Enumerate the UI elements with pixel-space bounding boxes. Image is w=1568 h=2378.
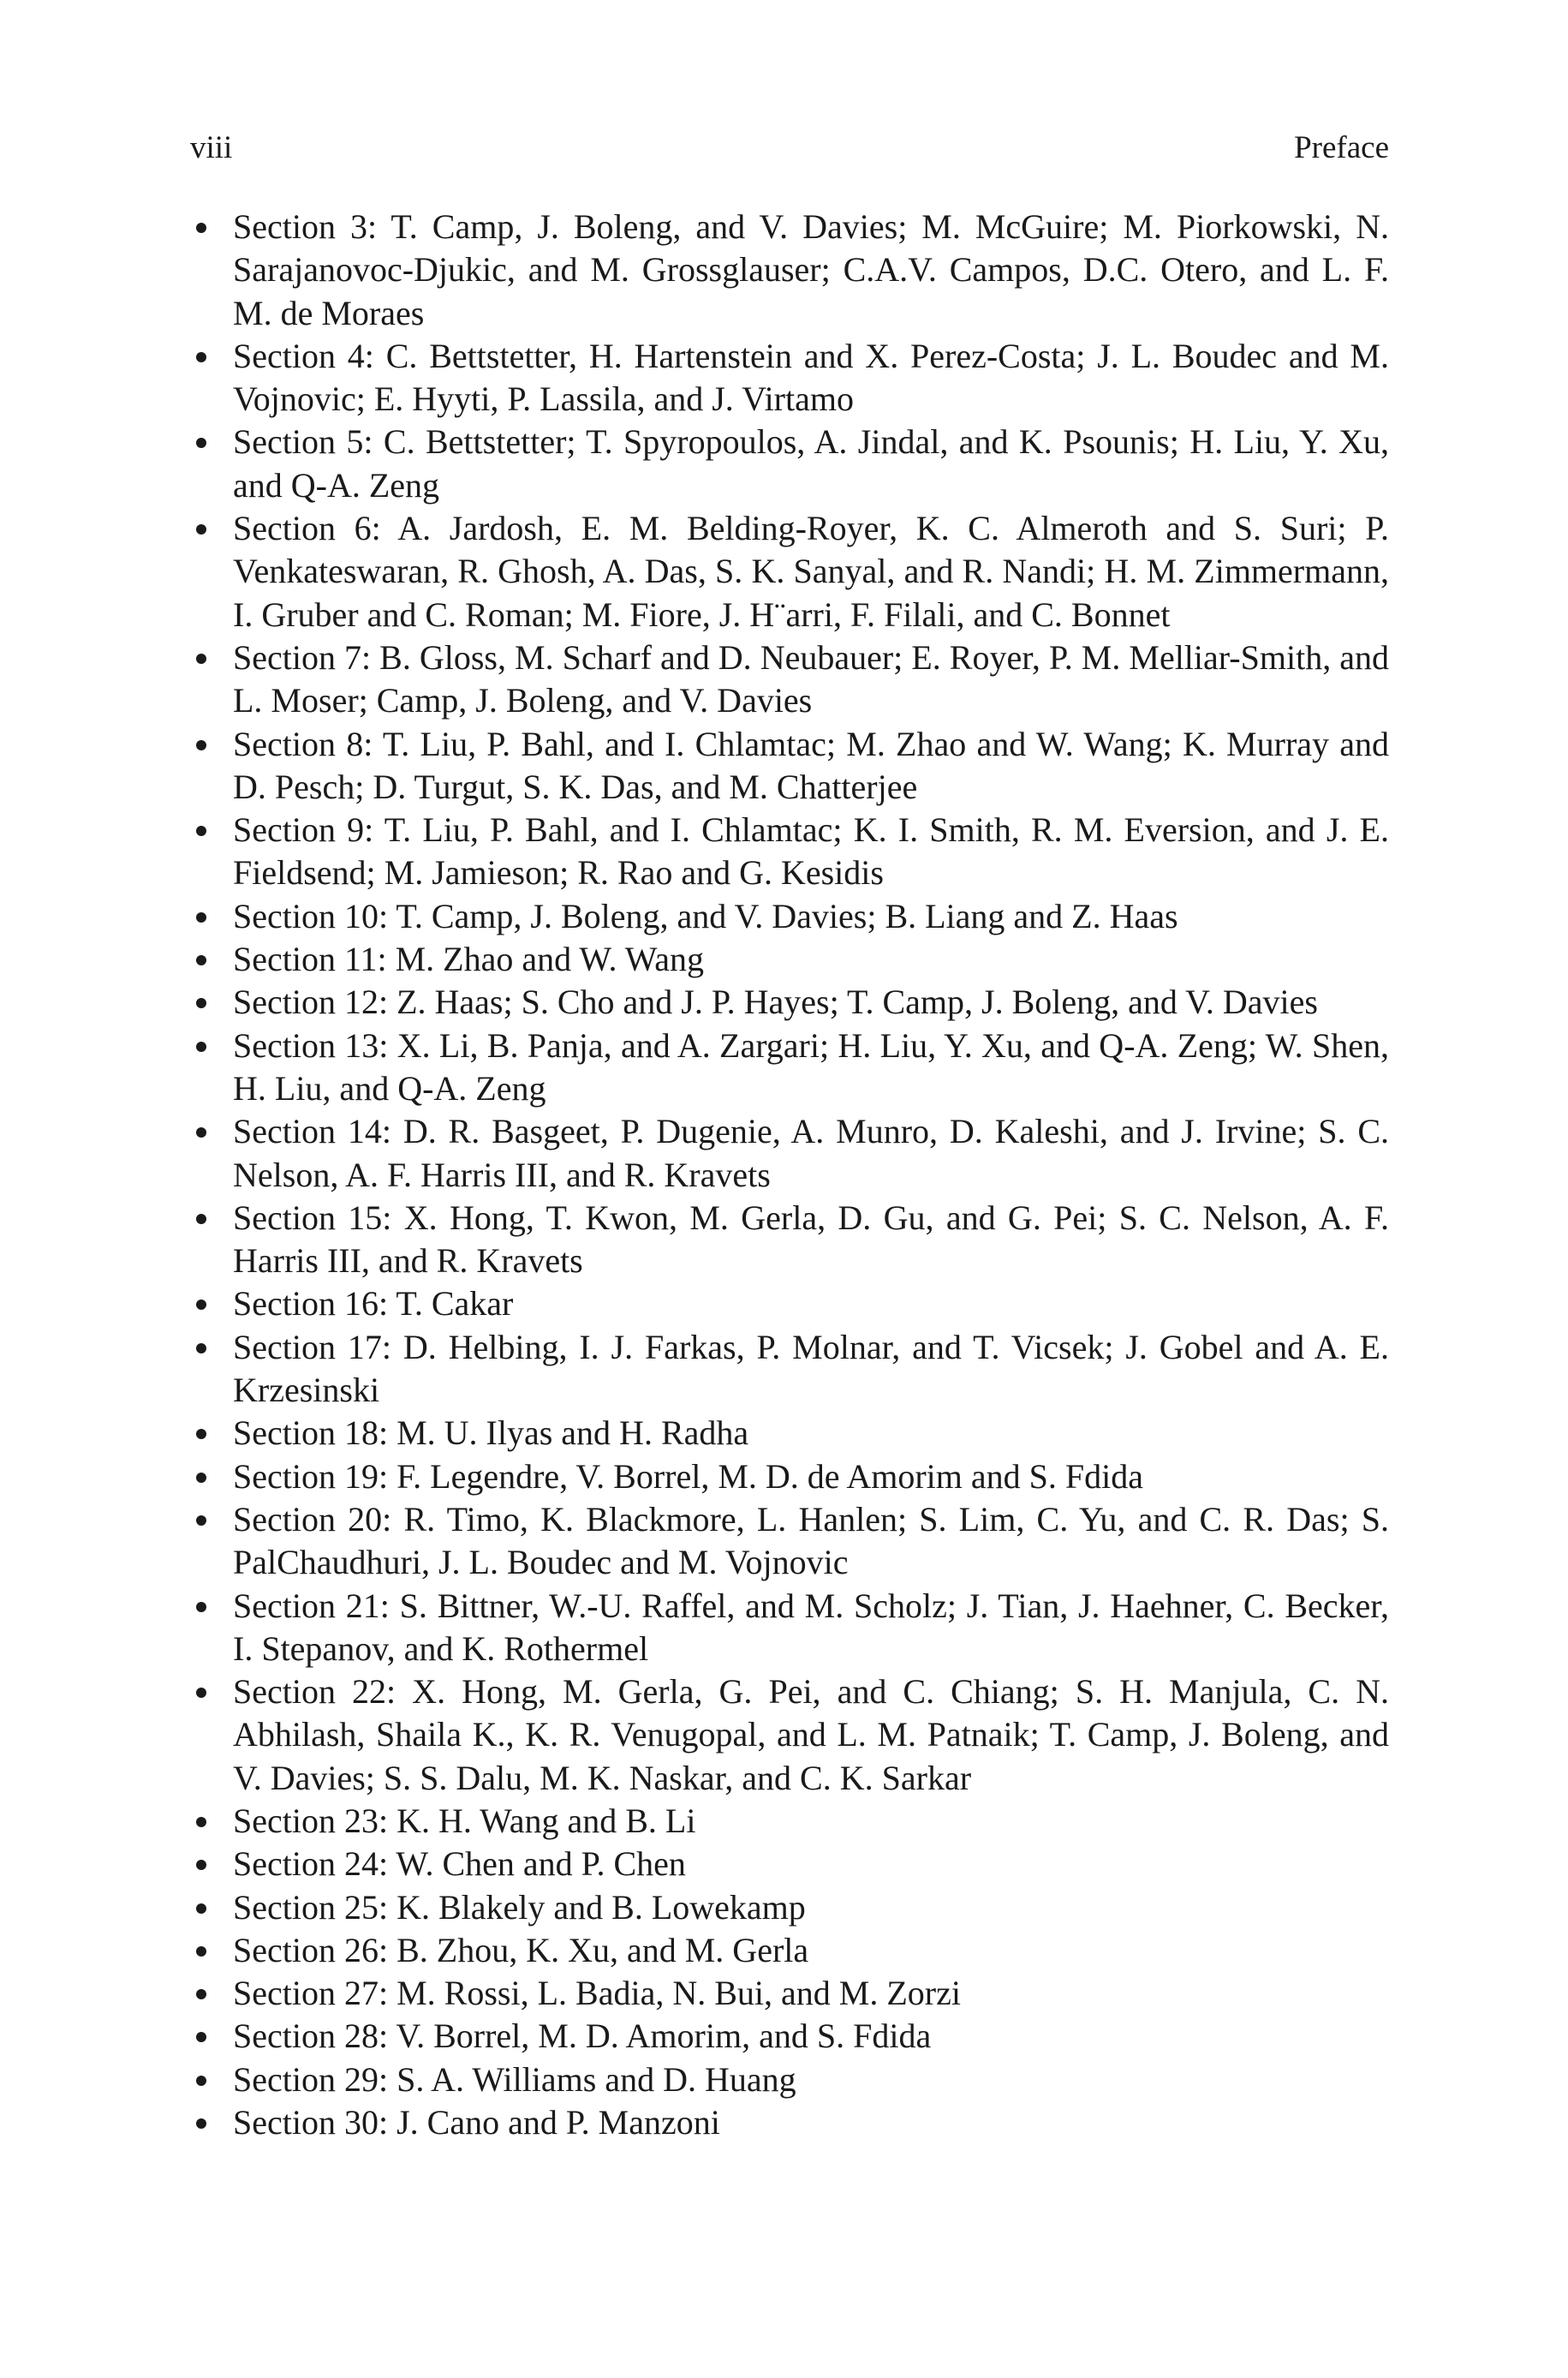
list-item: Section 28: V. Borrel, M. D. Amorim, and S. Fdida (190, 2015, 1389, 2058)
list-item: Section 19: F. Legendre, V. Borrel, M. D. de Amorim and S. Fdida (190, 1455, 1389, 1498)
list-item: Section 8: T. Liu, P. Bahl, and I. Chlamtac; M. Zhao and W. Wang; K. Murray and D. Pesch; D. Turgut, S. K. Das, and M. Chatterjee (190, 723, 1389, 810)
list-item: Section 21: S. Bittner, W.-U. Raffel, and M. Scholz; J. Tian, J. Haehner, C. Becker, I. Stepanov, and K. Rothermel (190, 1585, 1389, 1671)
list-item: Section 29: S. A. Williams and D. Huang (190, 2058, 1389, 2101)
running-head (190, 127, 1389, 170)
list-item: Section 11: M. Zhao and W. Wang (190, 938, 1389, 981)
list-item: Section 24: W. Chen and P. Chen (190, 1843, 1389, 1885)
list-item: Section 16: T. Cakar (190, 1282, 1389, 1325)
list-item: Section 17: D. Helbing, I. J. Farkas, P. Molnar, and T. Vicsek; J. Gobel and A. E. Krzesinski (190, 1326, 1389, 1413)
running-title: Preface (1294, 130, 1389, 165)
list-item: Section 30: J. Cano and P. Manzoni (190, 2101, 1389, 2144)
list-item: Section 13: X. Li, B. Panja, and A. Zargari; H. Liu, Y. Xu, and Q-A. Zeng; W. Shen, H. Liu, and Q-A. Zeng (190, 1025, 1389, 1111)
list-item: Section 27: M. Rossi, L. Badia, N. Bui, and M. Zorzi (190, 1972, 1389, 2015)
list-item: Section 3: T. Camp, J. Boleng, and V. Davies; M. McGuire; M. Piorkowski, N. Sarajanovoc-Djukic, and M. Grossglauser; C.A.V. Campos, D.C. Otero, and L. F. M. de Moraes (190, 206, 1389, 335)
list-item: Section 10: T. Camp, J. Boleng, and V. Davies; B. Liang and Z. Haas (190, 895, 1389, 938)
page-number: viii (190, 130, 233, 165)
list-item: Section 14: D. R. Basgeet, P. Dugenie, A. Munro, D. Kaleshi, and J. Irvine; S. C. Nelson, A. F. Harris III, and R. Kravets (190, 1110, 1389, 1197)
list-item: Section 12: Z. Haas; S. Cho and J. P. Hayes; T. Camp, J. Boleng, and V. Davies (190, 981, 1389, 1024)
list-item: Section 20: R. Timo, K. Blackmore, L. Hanlen; S. Lim, C. Yu, and C. R. Das; S. PalChaudhuri, J. L. Boudec and M. Vojnovic (190, 1498, 1389, 1585)
list-item: Section 4: C. Bettstetter, H. Hartenstein and X. Perez-Costa; J. L. Boudec and M. Vojnovic; E. Hyyti, P. Lassila, and J. Virtamo (190, 335, 1389, 421)
list-item: Section 18: M. U. Ilyas and H. Radha (190, 1412, 1389, 1455)
list-item: Section 5: C. Bettstetter; T. Spyropoulos, A. Jindal, and K. Psounis; H. Liu, Y. Xu, and Q-A. Zeng (190, 421, 1389, 507)
list-item: Section 26: B. Zhou, K. Xu, and M. Gerla (190, 1929, 1389, 1972)
section-contributors-list (190, 206, 1389, 2144)
list-item: Section 7: B. Gloss, M. Scharf and D. Neubauer; E. Royer, P. M. Melliar-Smith, and L. Moser; Camp, J. Boleng, and V. Davies (190, 636, 1389, 723)
list-item: Section 25: K. Blakely and B. Lowekamp (190, 1886, 1389, 1929)
list-item: Section 22: X. Hong, M. Gerla, G. Pei, and C. Chiang; S. H. Manjula, C. N. Abhilash, Shaila K., K. R. Venugopal, and L. M. Patnaik; T. Camp, J. Boleng, and V. Davies; S. S. Dalu, M. K. Naskar, and C. K. Sarkar (190, 1670, 1389, 1800)
list-item: Section 23: K. H. Wang and B. Li (190, 1800, 1389, 1843)
list-item: Section 9: T. Liu, P. Bahl, and I. Chlamtac; K. I. Smith, R. M. Eversion, and J. E. Fieldsend; M. Jamieson; R. Rao and G. Kesidis (190, 809, 1389, 895)
list-item: Section 15: X. Hong, T. Kwon, M. Gerla, D. Gu, and G. Pei; S. C. Nelson, A. F. Harris III, and R. Kravets (190, 1197, 1389, 1283)
list-item: Section 6: A. Jardosh, E. M. Belding-Royer, K. C. Almeroth and S. Suri; P. Venkateswaran, R. Ghosh, A. Das, S. K. Sanyal, and R. Nandi; H. M. Zimmermann, I. Gruber and C. Roman; M. Fiore, J. H¨arri, F. Filali, and C. Bonnet (190, 507, 1389, 636)
